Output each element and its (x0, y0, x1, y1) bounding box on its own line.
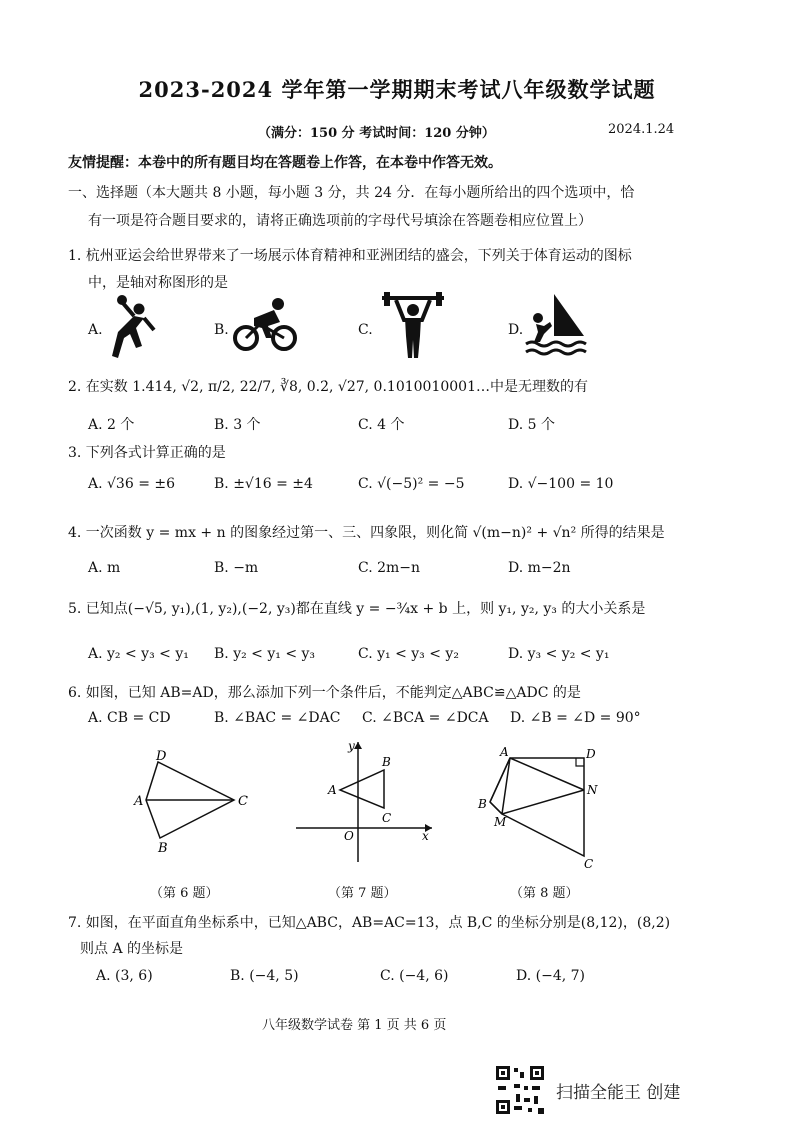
volleyball-icon (108, 294, 160, 364)
cycling-icon (232, 296, 298, 358)
section-heading-line1: 一、选择题（本大题共 8 小题，每小题 3 分，共 24 分．在每小题所给出的四个选项中，恰 (68, 185, 635, 201)
q2-option-c: C. 4 个 (358, 417, 405, 433)
fig7-label-a: A (328, 783, 337, 797)
q4-option-c: C. 2m−n (358, 560, 421, 576)
q7-option-c: C. (−4, 6) (380, 968, 449, 984)
q5-option-c: C. y₁ < y₃ < y₂ (358, 646, 459, 662)
q4-text: 4. 一次函数 y = mx + n 的图象经过第一、三、四象限，则化简 √(m−n)² + √n² 所得的结果是 (68, 525, 665, 541)
fig7-label-c: C (382, 811, 392, 825)
q4-option-d: D. m−2n (508, 560, 571, 576)
q3-option-c: C. √(−5)² = −5 (358, 476, 465, 492)
q1-option-b: B. (214, 322, 229, 338)
q3-text: 3. 下列各式计算正确的是 (68, 445, 226, 461)
figure-7-caption: （第 7 题） (328, 886, 397, 901)
q6-text: 6. 如图，已知 AB=AD，那么添加下列一个条件后，不能判定△ABC≌△ADC 的是 (68, 685, 581, 701)
fig7-label-o: O (344, 829, 354, 843)
fig8-label-n: N (587, 783, 598, 797)
figure-6-caption: （第 6 题） (150, 886, 219, 901)
q6-option-c: C. ∠BCA = ∠DCA (362, 710, 489, 726)
q7-text-line1: 7. 如图，在平面直角坐标系中，已知△ABC，AB=AC=13，点 B,C 的坐标分别是(8,12)，(8,2) (68, 915, 671, 931)
q1-text-line1: 1. 杭州亚运会给世界带来了一场展示体育精神和亚洲团结的盛会，下列关于体育运动的图标 (68, 248, 632, 264)
q5-option-d: D. y₃ < y₂ < y₁ (508, 646, 610, 662)
q3-option-d: D. √−100 = 10 (508, 476, 614, 492)
q7-option-d: D. (−4, 7) (516, 968, 585, 984)
section-heading-line2: 有一项是符合题目要求的，请将正确选项前的字母代号填涂在答题卷相应位置上） (88, 213, 592, 229)
windsurfing-icon (524, 292, 590, 362)
fig8-label-c: C (584, 857, 594, 871)
q2-option-b: B. 3 个 (214, 417, 261, 433)
figure-7-diagram (292, 738, 442, 872)
q2-option-d: D. 5 个 (508, 417, 555, 433)
fig8-label-b: B (478, 797, 487, 811)
q1-option-a: A. (88, 322, 103, 338)
exam-info: （满分：150 分 考试时间：120 分钟） (258, 126, 495, 141)
fig8-label-d: D (586, 747, 596, 761)
q5-option-a: A. y₂ < y₃ < y₁ (88, 646, 189, 662)
figure-8-caption: （第 8 题） (510, 886, 579, 901)
fig6-label-c: C (238, 794, 248, 809)
q6-option-d: D. ∠B = ∠D = 90° (510, 710, 641, 726)
fig7-label-x: x (422, 829, 429, 843)
q7-option-b: B. (−4, 5) (230, 968, 299, 984)
scanner-brand-text: 扫描全能王 创建 (556, 1083, 681, 1103)
q2-option-a: A. 2 个 (88, 417, 135, 433)
fig7-label-b: B (382, 755, 391, 769)
fig8-label-m: M (494, 815, 507, 829)
figure-6-diagram (128, 748, 258, 862)
page-footer: 八年级数学试卷 第 1 页 共 6 页 (262, 1018, 447, 1033)
q5-option-b: B. y₂ < y₁ < y₃ (214, 646, 316, 662)
qr-code-icon (494, 1064, 546, 1120)
notice: 友情提醒：本卷中的所有题目均在答题卷上作答，在本卷中作答无效。 (68, 155, 502, 171)
q3-option-b: B. ±√16 = ±4 (214, 476, 313, 492)
fig6-label-a: A (134, 794, 144, 809)
q6-option-a: A. CB = CD (88, 710, 171, 726)
q1-text-line2: 中，是轴对称图形的是 (88, 275, 228, 291)
figure-8-diagram (472, 744, 612, 878)
q7-option-a: A. (3, 6) (96, 968, 153, 984)
fig8-label-a: A (500, 745, 509, 759)
fig6-label-d: D (156, 749, 167, 764)
weightlifting-icon (382, 292, 444, 364)
q4-option-a: A. m (88, 560, 121, 576)
q3-option-a: A. √36 = ±6 (88, 476, 176, 492)
fig7-label-y: y (348, 739, 355, 753)
q4-option-b: B. −m (214, 560, 259, 576)
fig6-label-b: B (158, 841, 168, 856)
q5-text: 5. 已知点(−√5, y₁),(1, y₂),(−2, y₃)都在直线 y = −¾x + b 上，则 y₁, y₂, y₃ 的大小关系是 (68, 601, 646, 617)
q6-option-b: B. ∠BAC = ∠DAC (214, 710, 341, 726)
q2-text: 2. 在实数 1.414, √2, π/2, 22/7, ∛8, 0.2̇, √27, 0.1010010001…中是无理数的有 (68, 379, 588, 395)
q1-option-d: D. (508, 322, 524, 338)
q7-text-line2: 则点 A 的坐标是 (80, 941, 184, 957)
q1-option-c: C. (358, 322, 373, 338)
exam-date: 2024.1.24 (608, 122, 675, 137)
page-title: 2023-2024 学年第一学期期末考试八年级数学试题 (138, 77, 656, 102)
